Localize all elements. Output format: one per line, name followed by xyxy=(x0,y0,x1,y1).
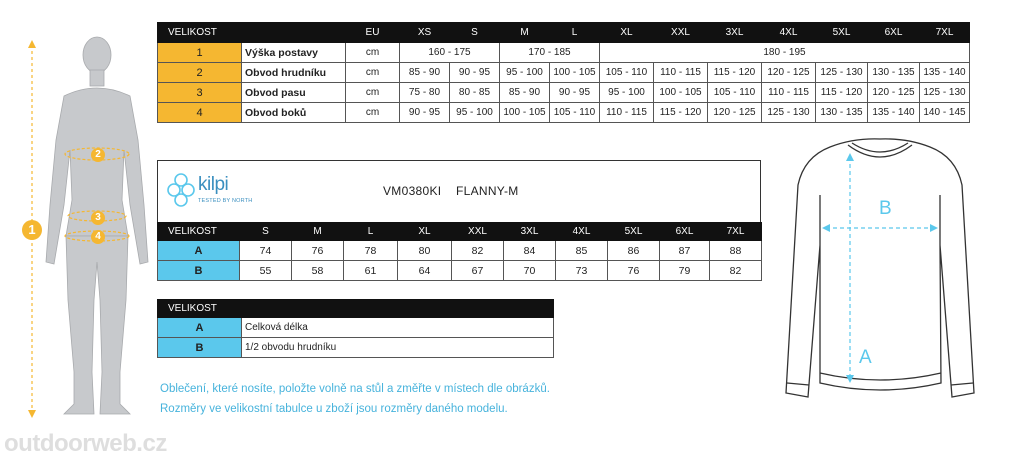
height-range-cell: 180 - 195 xyxy=(600,43,970,63)
kilpi-logo-icon xyxy=(166,170,196,210)
header-size: L xyxy=(550,23,600,43)
header-size: 3XL xyxy=(504,223,556,241)
table-cell: 75 - 80 xyxy=(400,83,450,103)
row-unit: cm xyxy=(346,43,400,63)
header-size: 7XL xyxy=(920,23,970,43)
table-cell: 110 - 115 xyxy=(762,83,816,103)
height-range-cell: 170 - 185 xyxy=(500,43,600,63)
table-cell: 130 - 135 xyxy=(816,103,868,123)
shirt-label-b: B xyxy=(879,198,892,219)
table-cell: 95 - 100 xyxy=(450,103,500,123)
table-cell: 110 - 115 xyxy=(654,63,708,83)
table-cell: 130 - 135 xyxy=(868,63,920,83)
measuring-note: Oblečení, které nosíte, položte volně na stůl a změřte v místech dle obrázků. xyxy=(160,383,550,395)
table-cell: 125 - 130 xyxy=(816,63,868,83)
table-row xyxy=(158,103,970,123)
row-number: 4 xyxy=(158,103,242,123)
table-cell: 85 - 90 xyxy=(400,63,450,83)
table-cell: 76 xyxy=(608,261,660,281)
table-cell: 76 xyxy=(292,241,344,261)
shirt-diagram xyxy=(780,135,980,405)
table-cell: 100 - 105 xyxy=(550,63,600,83)
row-number: 2 xyxy=(158,63,242,83)
watermark: outdoorweb.cz xyxy=(4,430,167,457)
hips-marker-4: 4 xyxy=(91,230,105,244)
body-size-table xyxy=(157,22,970,123)
row-unit: cm xyxy=(346,63,400,83)
table-cell: 85 xyxy=(556,241,608,261)
table-cell: 115 - 120 xyxy=(816,83,868,103)
header-size: 6XL xyxy=(660,223,710,241)
table-cell: 88 xyxy=(710,241,762,261)
row-label: A xyxy=(158,241,240,261)
header-velikost: VELIKOST xyxy=(158,300,554,318)
header-size: 7XL xyxy=(710,223,762,241)
table-cell: 82 xyxy=(452,241,504,261)
table-cell: 74 xyxy=(240,241,292,261)
row-label: Výška postavy xyxy=(242,43,346,63)
table-cell: 78 xyxy=(344,241,398,261)
header-size: 5XL xyxy=(816,23,868,43)
table-row xyxy=(158,241,762,261)
header-size: XXL xyxy=(452,223,504,241)
model-dimensions-note: Rozměry ve velikostní tabulce u zboží jsou rozměry daného modelu. xyxy=(160,403,508,415)
header-size: 4XL xyxy=(556,223,608,241)
table-cell: 100 - 105 xyxy=(654,83,708,103)
height-range-cell: 160 - 175 xyxy=(400,43,500,63)
table-cell: 105 - 110 xyxy=(600,63,654,83)
table-cell: 135 - 140 xyxy=(920,63,970,83)
header-size: XL xyxy=(600,23,654,43)
header-velikost: VELIKOST xyxy=(158,23,242,43)
table-cell: 82 xyxy=(710,261,762,281)
table-row xyxy=(158,43,970,63)
header-size: S xyxy=(240,223,292,241)
table-cell: 110 - 115 xyxy=(600,103,654,123)
header-size: 5XL xyxy=(608,223,660,241)
table-cell: 64 xyxy=(398,261,452,281)
table-cell: 95 - 100 xyxy=(600,83,654,103)
row-label: Obvod boků xyxy=(242,103,346,123)
row-unit: cm xyxy=(346,103,400,123)
header-eu: EU xyxy=(346,23,400,43)
table-cell: 135 - 140 xyxy=(868,103,920,123)
shirt-label-a: A xyxy=(859,347,872,368)
header-size: XL xyxy=(398,223,452,241)
header-size: S xyxy=(450,23,500,43)
table-row xyxy=(158,63,970,83)
table-row xyxy=(158,318,554,338)
table-cell: 70 xyxy=(504,261,556,281)
chest-marker-2: 2 xyxy=(91,148,105,162)
product-table-header-row xyxy=(158,223,762,241)
table-cell: 115 - 120 xyxy=(708,63,762,83)
header-size: 3XL xyxy=(708,23,762,43)
table-cell: 61 xyxy=(344,261,398,281)
measurement-legend-table xyxy=(157,299,554,358)
header-size: 6XL xyxy=(868,23,920,43)
table-cell: 80 - 85 xyxy=(450,83,500,103)
row-label: B xyxy=(158,261,240,281)
header-velikost: VELIKOST xyxy=(158,223,240,241)
table-cell: 58 xyxy=(292,261,344,281)
table-row xyxy=(158,338,554,358)
header-size: XS xyxy=(400,23,450,43)
product-size-table xyxy=(157,222,762,281)
table-cell: 80 xyxy=(398,241,452,261)
waist-marker-3: 3 xyxy=(91,211,105,225)
table-cell: 120 - 125 xyxy=(868,83,920,103)
table-cell: 90 - 95 xyxy=(550,83,600,103)
table-cell: 115 - 120 xyxy=(654,103,708,123)
table-cell: 90 - 95 xyxy=(400,103,450,123)
header-size: XXL xyxy=(654,23,708,43)
table-cell: 55 xyxy=(240,261,292,281)
table-cell: 105 - 110 xyxy=(708,83,762,103)
row-label: B xyxy=(158,338,242,358)
row-label: Obvod hrudníku xyxy=(242,63,346,83)
size-table-header-row xyxy=(158,23,970,43)
table-cell: 100 - 105 xyxy=(500,103,550,123)
header-size: M xyxy=(292,223,344,241)
row-label: Obvod pasu xyxy=(242,83,346,103)
header-size: M xyxy=(500,23,550,43)
table-cell: 125 - 130 xyxy=(762,103,816,123)
table-row xyxy=(158,83,970,103)
table-cell: 125 - 130 xyxy=(920,83,970,103)
product-model: VM0380KI FLANNY-M xyxy=(383,184,519,198)
legend-description: 1/2 obvodu hrudníku xyxy=(242,338,554,358)
height-marker-1: 1 xyxy=(22,220,42,240)
table-cell: 85 - 90 xyxy=(500,83,550,103)
header-size: L xyxy=(344,223,398,241)
row-number: 3 xyxy=(158,83,242,103)
header-size: 4XL xyxy=(762,23,816,43)
table-row xyxy=(158,261,762,281)
row-unit: cm xyxy=(346,83,400,103)
row-label: A xyxy=(158,318,242,338)
table-cell: 120 - 125 xyxy=(708,103,762,123)
table-cell: 90 - 95 xyxy=(450,63,500,83)
table-cell: 79 xyxy=(660,261,710,281)
row-number: 1 xyxy=(158,43,242,63)
table-cell: 86 xyxy=(608,241,660,261)
human-body-figure xyxy=(0,0,150,430)
table-cell: 120 - 125 xyxy=(762,63,816,83)
table-cell: 73 xyxy=(556,261,608,281)
brand-name: kilpi xyxy=(198,174,229,195)
table-cell: 95 - 100 xyxy=(500,63,550,83)
brand-tagline: TESTED BY NORTH xyxy=(198,198,253,204)
legend-header-row xyxy=(158,300,554,318)
table-cell: 105 - 110 xyxy=(550,103,600,123)
table-cell: 87 xyxy=(660,241,710,261)
legend-description: Celková délka xyxy=(242,318,554,338)
table-cell: 67 xyxy=(452,261,504,281)
table-cell: 140 - 145 xyxy=(920,103,970,123)
header-blank xyxy=(242,23,346,43)
table-cell: 84 xyxy=(504,241,556,261)
